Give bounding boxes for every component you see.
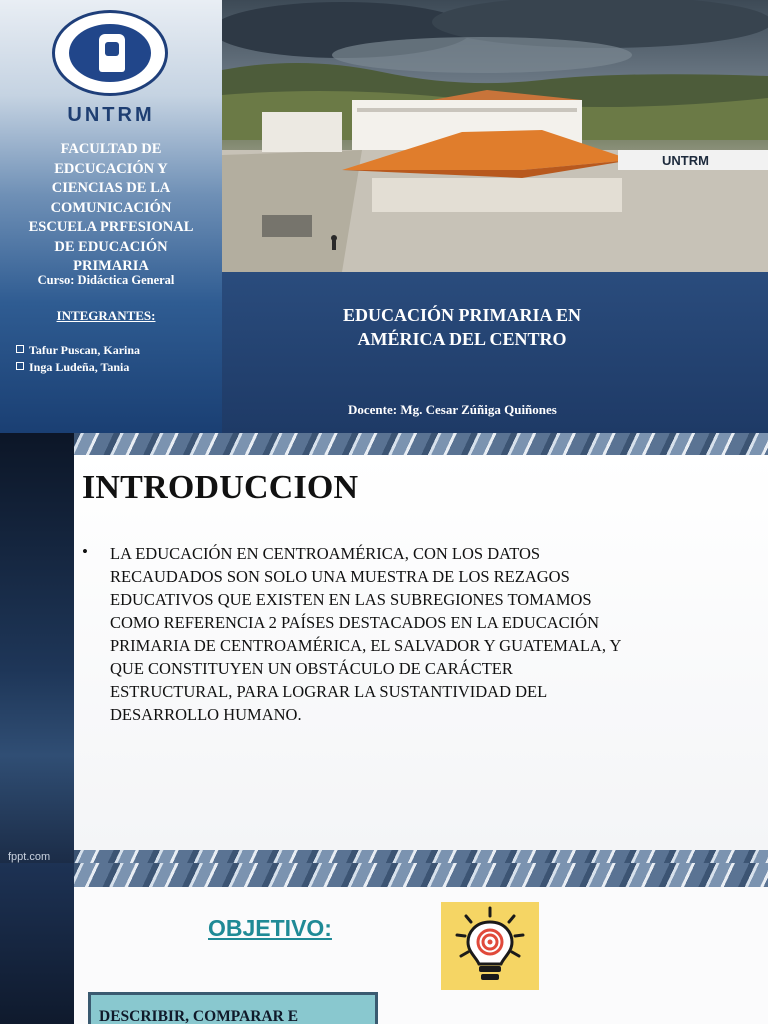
checkbox-bullet-icon [16, 362, 24, 370]
introduction-slide [0, 433, 768, 863]
university-seal-logo [52, 10, 168, 96]
seal-figure-icon [99, 34, 125, 72]
introduction-paragraph [110, 542, 730, 726]
paragraph-line: DESARROLLO HUMANO. [110, 705, 302, 724]
title-slide-left-panel [0, 0, 222, 433]
lightbulb-graphic [441, 902, 539, 990]
objective-title: OBJETIVO: [208, 915, 332, 941]
checkbox-bullet-icon [16, 345, 24, 353]
lightbulb-target-icon [441, 902, 539, 990]
faculty-line: EDCUCACIÓN Y [54, 160, 168, 177]
objective-content [74, 887, 768, 1024]
faculty-line: COMUNICACIÓN [50, 199, 172, 216]
members-list [16, 342, 140, 376]
brand-logo-text: UNTRM [67, 104, 155, 126]
faculty-line: ESCUELA PRFESIONAL [28, 219, 194, 235]
members-heading: INTEGRANTES: [56, 308, 156, 323]
campus-illustration [222, 0, 768, 272]
member-name: Inga Ludeña, Tania [29, 360, 130, 374]
decorative-top-band [74, 863, 768, 887]
decorative-top-band [74, 433, 768, 455]
course-name: Curso: Didáctica General [37, 273, 175, 287]
title-slide [0, 0, 768, 433]
introduction-content [74, 455, 768, 850]
paragraph-line: PRIMARIA DE CENTROAMÉRICA, EL SALVADOR Y GUATEMALA, Y [110, 636, 622, 655]
paragraph-line: QUE CONSTITUYEN UN OBSTÁCULO DE CARÁCTER [110, 659, 513, 678]
faculty-line: CIENCIAS DE LA [51, 180, 171, 196]
member-item [16, 359, 140, 376]
objective-text: DESCRIBIR, COMPARAR E [99, 1008, 299, 1024]
seal-emblem [67, 22, 153, 84]
slide-left-bar [0, 863, 74, 1024]
bullet-icon: • [82, 542, 88, 561]
title-slide-right-panel [222, 272, 768, 433]
paragraph-line: ESTRUCTURAL, PARA LOGRAR LA SUSTANTIVIDAD DEL [110, 682, 548, 701]
faculty-line: DE EDUCACIÓN [54, 238, 168, 255]
campus-photo [222, 0, 768, 272]
introduction-title: INTRODUCCION [82, 469, 359, 506]
faculty-line: FACULTAD DE [60, 141, 162, 157]
faculty-name [6, 140, 216, 277]
slide-left-bar [0, 433, 74, 863]
title-line: AMÉRICA DEL CENTRO [357, 329, 567, 349]
paragraph-line: LA EDUCACIÓN EN CENTROAMÉRICA, CON LOS DATOS [110, 544, 541, 563]
paragraph-line: RECAUDADOS SON SOLO UNA MUESTRA DE LOS REZAGOS [110, 567, 570, 586]
title-line: EDUCACIÓN PRIMARIA EN [342, 305, 581, 325]
objective-slide [0, 863, 768, 1024]
presentation-title [222, 303, 702, 351]
paragraph-line: EDUCATIVOS QUE EXISTEN EN LAS SUBREGIONES TOMAMOS [110, 590, 592, 609]
paragraph-line: COMO REFERENCIA 2 PAÍSES DESTACADOS EN LA EDUCACIÓN [110, 613, 599, 632]
decorative-bottom-band [74, 850, 768, 863]
member-item [16, 342, 140, 359]
teacher-name: Docente: Mg. Cesar Zúñiga Quiñones [348, 402, 557, 417]
objective-box [88, 992, 378, 1024]
member-name: Tafur Puscan, Karina [29, 343, 141, 357]
faculty-line: PRIMARIA [73, 258, 149, 274]
watermark-text: fppt.com [8, 851, 51, 863]
campus-sign-text: UNTRM [662, 153, 709, 168]
